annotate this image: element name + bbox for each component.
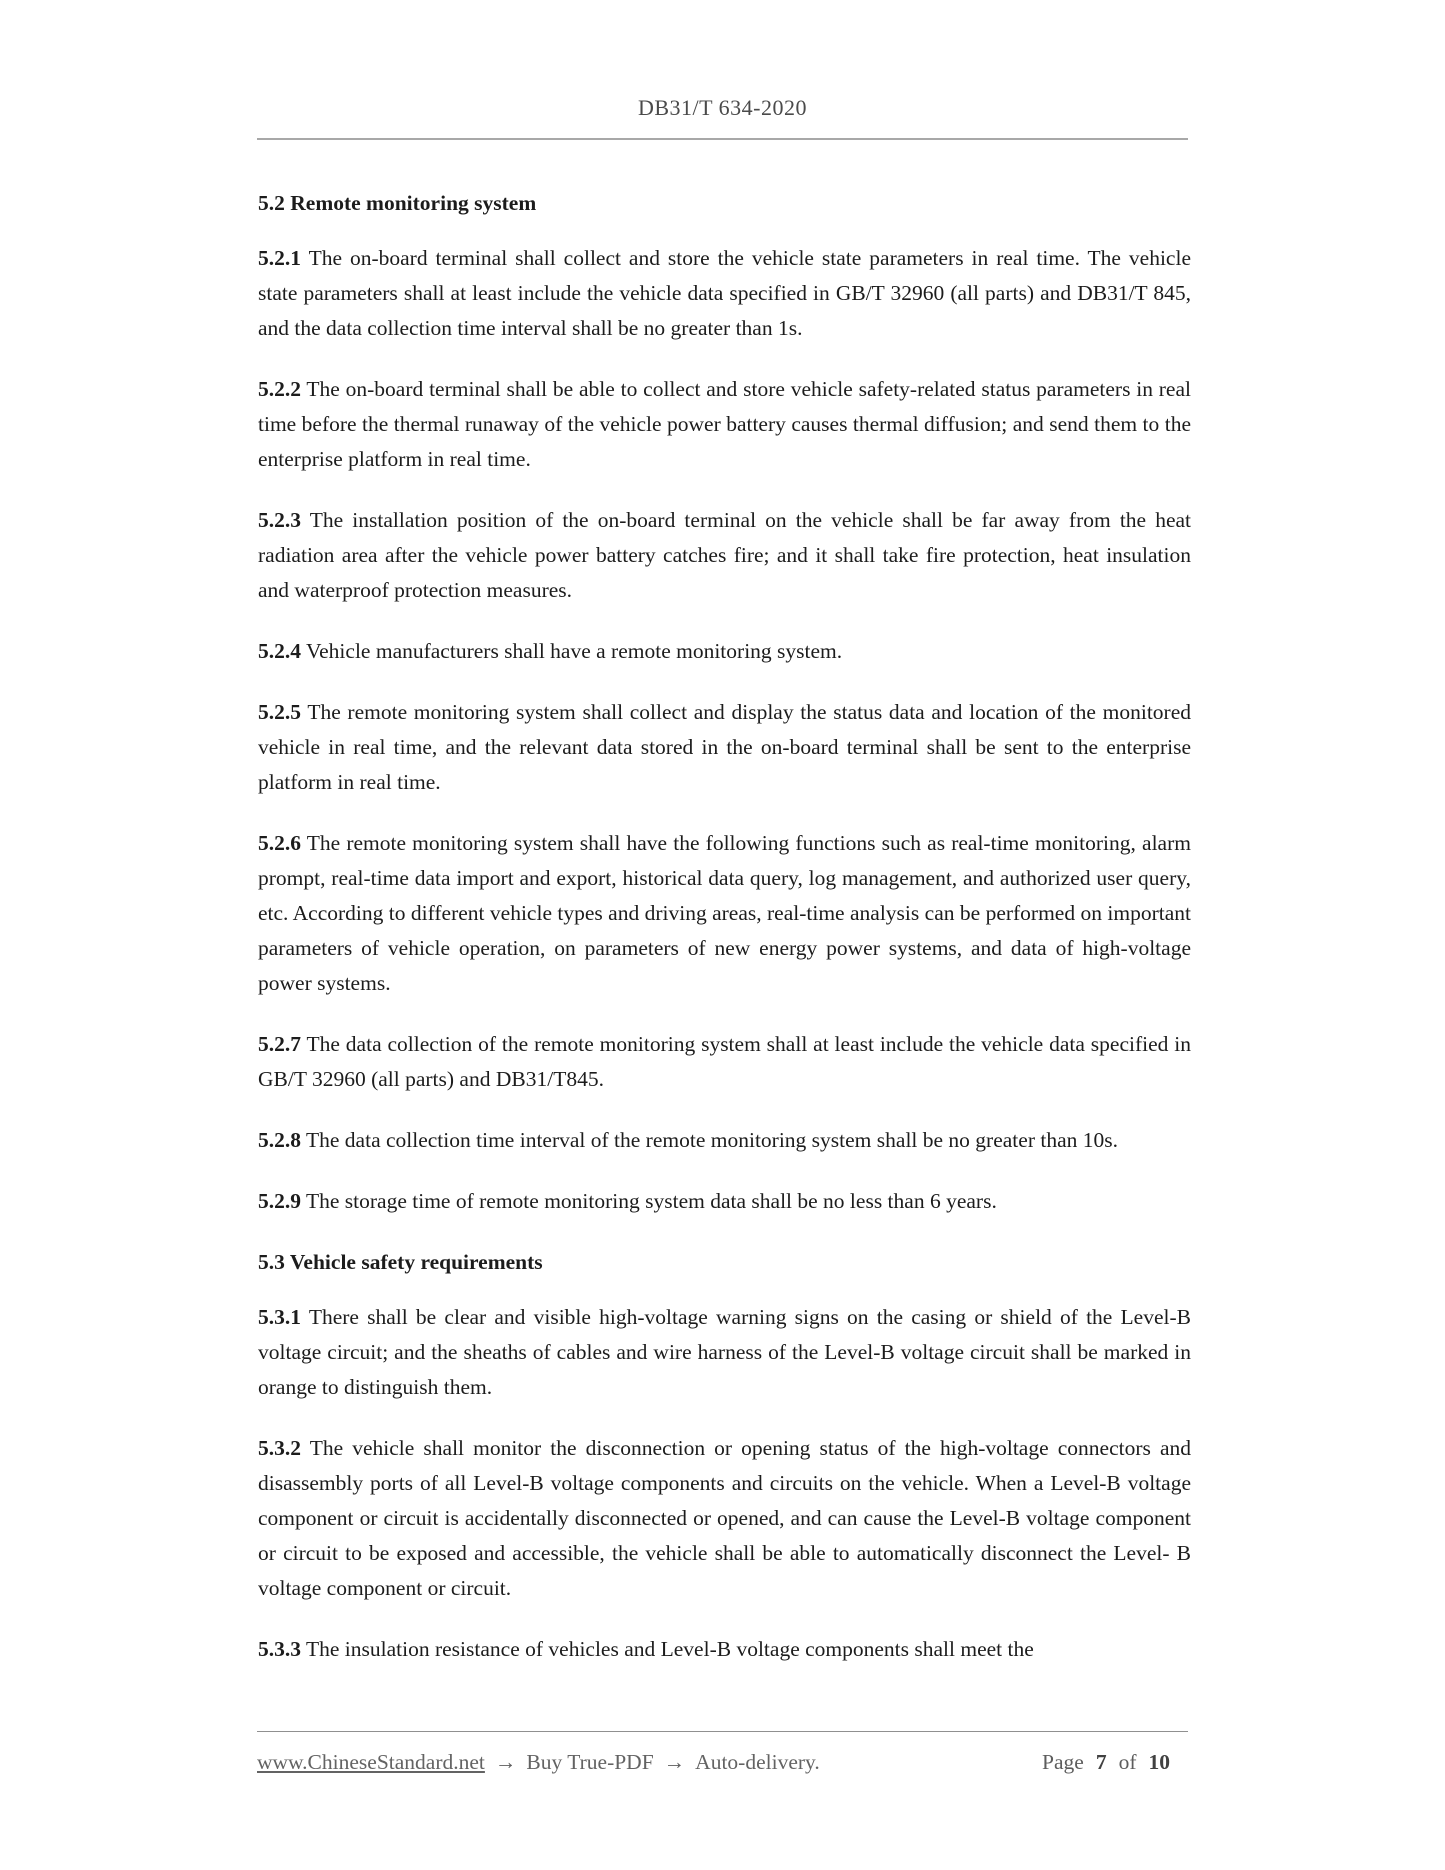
clause-text: There shall be clear and visible high-voltage warning signs on the casing or shield of the Level-B voltage circuit; and the sheaths of cables and wire harness of the Level-B voltage circuit shall be marked in orange to distinguish them. <box>258 1305 1191 1399</box>
clause-5-2-7 <box>258 1027 1191 1097</box>
clause-5-2-5 <box>258 695 1191 800</box>
footer-buy-label: Buy True-PDF <box>526 1750 654 1774</box>
clause-text: The vehicle shall monitor the disconnection or opening status of the high-voltage connectors and disassembly ports of all Level-B voltage components and circuits on the vehicle. When a Level-B voltage component or circuit is accidentally disconnected or opened, and can cause the Level-B voltage component or circuit to be exposed and accessible, the vehicle shall be able to automatically disconnect the Level- B voltage component or circuit. <box>258 1436 1191 1600</box>
clause-number: 5.3.3 <box>258 1637 301 1661</box>
clause-5-3-2 <box>258 1431 1191 1606</box>
clause-number: 5.2.6 <box>258 831 301 855</box>
clause-text: The on-board terminal shall be able to collect and store vehicle safety-related status parameters in real time before the thermal runaway of the vehicle power battery causes thermal diffusion; and send them to the enterprise platform in real time. <box>258 377 1191 471</box>
header-rule <box>257 138 1188 140</box>
page-number-current: 7 <box>1095 1750 1107 1774</box>
clause-text: The installation position of the on-board terminal on the vehicle shall be far away from the heat radiation area after the vehicle power battery catches fire; and it shall take fire protection, heat insulation and waterproof protection measures. <box>258 508 1191 602</box>
clause-5-2-2 <box>258 372 1191 477</box>
clause-number: 5.3.1 <box>258 1305 301 1329</box>
footer-rule <box>257 1731 1188 1732</box>
clause-number: 5.2.3 <box>258 508 301 532</box>
page-word: Page <box>1042 1750 1084 1774</box>
footer-left <box>257 1750 820 1775</box>
clause-text: The data collection time interval of the remote monitoring system shall be no greater than 10s. <box>306 1128 1118 1152</box>
footer-link[interactable]: www.ChineseStandard.net <box>257 1750 485 1774</box>
clause-5-2-1 <box>258 241 1191 346</box>
clause-number: 5.2.5 <box>258 700 301 724</box>
clause-5-3-3 <box>258 1632 1191 1667</box>
clause-number: 5.2.1 <box>258 246 301 270</box>
arrow-icon: → <box>663 1750 686 1774</box>
page-indicator <box>1042 1750 1188 1775</box>
clause-number: 5.2.7 <box>258 1032 301 1056</box>
section-title: Vehicle safety requirements <box>289 1250 543 1274</box>
clause-number: 5.2 <box>258 191 285 215</box>
page-footer <box>257 1750 1188 1775</box>
clause-text: The insulation resistance of vehicles and Level-B voltage components shall meet the <box>306 1637 1034 1661</box>
clause-5-3-1 <box>258 1300 1191 1405</box>
clause-number: 5.2.9 <box>258 1189 301 1213</box>
section-title: Remote monitoring system <box>290 191 537 215</box>
section-heading-5-2 <box>258 186 1191 221</box>
clause-5-2-3 <box>258 503 1191 608</box>
section-heading-5-3 <box>258 1245 1191 1280</box>
clause-5-2-8 <box>258 1123 1191 1158</box>
clause-text: The remote monitoring system shall have the following functions such as real-time monitoring, alarm prompt, real-time data import and export, historical data query, log management, and authorized user query, etc. According to different vehicle types and driving areas, real-time analysis can be performed on important parameters of vehicle operation, on parameters of new energy power systems, and data of high-voltage power systems. <box>258 831 1191 995</box>
arrow-icon: → <box>494 1750 517 1774</box>
clause-number: 5.3.2 <box>258 1436 301 1460</box>
footer-delivery-label: Auto-delivery. <box>695 1750 820 1774</box>
clause-text: The data collection of the remote monitoring system shall at least include the vehicle data specified in GB/T 32960 (all parts) and DB31/T845. <box>258 1032 1191 1091</box>
clause-5-2-4 <box>258 634 1191 669</box>
clause-number: 5.2.8 <box>258 1128 301 1152</box>
clause-number: 5.3 <box>258 1250 285 1274</box>
clause-text: Vehicle manufacturers shall have a remote monitoring system. <box>306 639 843 663</box>
clause-text: The storage time of remote monitoring system data shall be no less than 6 years. <box>306 1189 997 1213</box>
clause-text: The remote monitoring system shall collect and display the status data and location of the monitored vehicle in real time, and the relevant data stored in the on-board terminal shall be sent to the enterprise platform in real time. <box>258 700 1191 794</box>
clause-5-2-9 <box>258 1184 1191 1219</box>
page-of-word: of <box>1118 1750 1137 1774</box>
doc-number: DB31/T 634-2020 <box>637 95 808 120</box>
clause-number: 5.2.2 <box>258 377 301 401</box>
clause-5-2-6 <box>258 826 1191 1001</box>
clause-number: 5.2.4 <box>258 639 301 663</box>
page-number-total: 10 <box>1148 1750 1170 1774</box>
document-body <box>258 186 1191 1693</box>
clause-text: The on-board terminal shall collect and store the vehicle state parameters in real time. The vehicle state parameters shall at least include the vehicle data specified in GB/T 32960 (all parts) and DB31/T 845, and the data collection time interval shall be no greater than 1s. <box>258 246 1191 340</box>
